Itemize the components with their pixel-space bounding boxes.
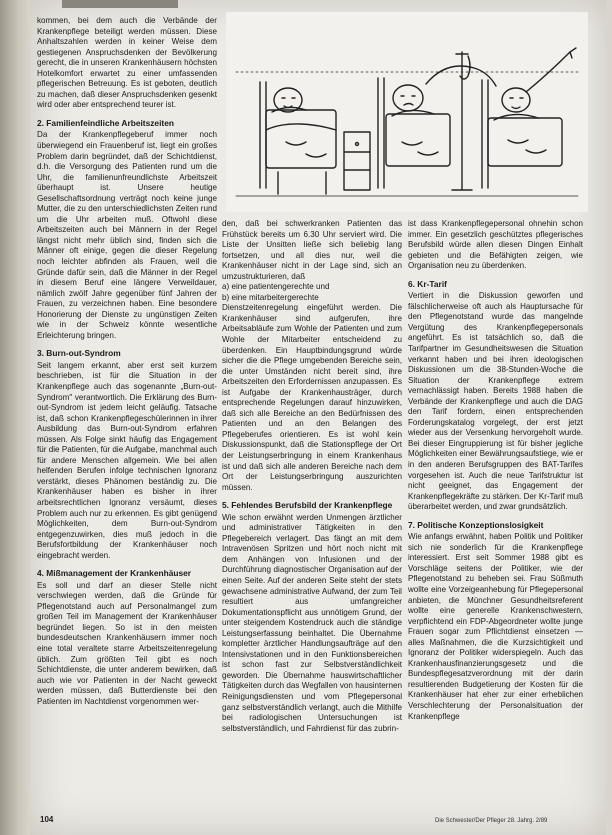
paragraph-section-7: Wie anfangs erwähnt, haben Politik und Politiker sich nie sonderlich für die Krankenpflege interessiert. Erst seit Sommer 1988 gibt es Vorschläge seitens der Politiker, wie der Pflegenotstand zu beheben sei. Frau Süßmuth wollte eine Vorzeigeanhebung für Pflegepersonal anbieten, die Münchner Gesundheitsreferent wollte eine generelle Krankenschwestern, verpflichtend ein FDP-Abgeordneter wollte junge Frauen sogar zum Pflichtdienst einsetzen — alles Maßnahmen, die die Kurzsichtigkeit und Ignoranz der Politiker widerspiegeln. Auch das Krankenhausfinanzierungsgesetz und die Bundespflegesatzverordnung mit der darin resultierenden Budgetierung der Kosten für die Krankenhäuser hat eher zur einer erheblichen Verschlechterung der Personalsituation der Krankenpflege: [408, 532, 583, 721]
paragraph-section-6: Vertiert in die Diskussion geworfen und fälschlicherweise oft auch als Hauptursache für den Pflegenotstand wurde das mangelnde Vergütung des Krankenpflegepersonals angeführt. Es ist tatsächlich so, daß die Tarifpartner im Gesundheitswesen die Situation verkannt haben und bei ihren ideologischen Diskussionen um die 38-Stunden-Woche die Situation der Krankenpflege extrem vernachlässigt haben. Bereits 1988 haben die Verbände der Krankenpflege und auch die DAG den Tarif fordern, einen entsprechenden Forderungskatalog vorgelegt, der erst jetzt wieder aus der Versenkung hervorgeholt wurde. Bei dieser Eingruppierung ist für bisher jegliche Möglichkeiten einer Bewährungsaufstiege, wie er in den anderen Berufsgruppen des BAT-Tarifes vorgesehen ist. Auch die neue Tarifstruktur ist nicht geeignet, das Engagement der Krankenpflegekräfte zu stärken. Der Kr-Tarif muß überarbeitet werden, und zwar grundsätzlich.: [408, 291, 583, 512]
heading-section-4: 4. Mißmanagement der Krankenhäuser: [37, 568, 192, 579]
paragraph-section-4: Es soll und darf an dieser Stelle nicht verschwiegen werden, daß die Gründe für Pflegenotstand auch auf Personalmangel zum großen Teil im Management der Krankenhäuser begründet liegen. So ist in den meisten bundesdeutschen Krankenhäusern immer noch eine total veraltete starre Arbeitszeitenregelung üblich. Zum größten Teil gibt es noch Schichtdienste, die unter anderem bewirken, daß auch wie vor Patienten in der Nacht geweckt werden müssen, daß Butterdienste bei den Patienten im Nachtdienst vorgenommen wer-: [37, 580, 217, 706]
journal-footer: Die Schwester/Der Pfleger 28. Jahrg. 2/89: [435, 818, 548, 824]
column-right: [408, 219, 583, 722]
paragraph-section-2: Da der Krankenpflegeberuf immer noch überwiegend ein Frauenberuf ist, liegt ein großes Problem darin begründet, daß der Schichtdienst, d.h. die Versorgung des Patienten rund um die Uhr, die familienunfreundlichste Arbeitszeit überhaupt ist. Unsere heutige Gesellschaftsordnung verträgt noch keine junge Mutter, die zu den unterschiedlichsten Zeiten rund um die Uhr arbeiten muß. Oftwohl diese Arbeitszeiten auch bei Männern in der Regel längst nicht mehr üblich sind, finden sich die Männer oft einige, gegen die dieser Regelung noch leichter abfinden als Frauen, weil die Gründe dafür sein, daß die Männer in der Regel in diesem Beruf eine längere Verweildauer, nämlich zwölf Jahre gegenüber fünf Jahren der Frauen, zu verzeichnen haben. Eine besondere Honorierung der Dienste zu ungünstigen Zeiten wie in der Schweiz könnte wesentliche Erleichterung bringen.: [37, 130, 217, 340]
cartoon-illustration: [226, 12, 588, 212]
paragraph-section-3: Seit langem erkannt, aber erst seit kurzem beschrieben, ist für die Situation in der Krankenpflege auch das sogenannte „Burn-out-Syndrom" verantwortlich. Die Erklärung des Burn-out-Syndrom ist jedem leicht geläufig. Tatsache ist, daß schon Krankenpflegeschülerinnen in ihrer Ausbildung das Burn-out-Syndrom erfahren müssen. Als Folge sinkt häufig das Engagement für die Patienten, für die Aufgabe, manchmal auch für andere Menschen allgemein. Wie bei allen helfenden Berufen infolge technischen Ignoranz verstärkt, dieses Phänomen beständig zu. Die Krankenhäuser haben es bisher in ihrer arbeitsrechtlichen Ignoranz versäumt, dieses Problem auch nur zu erkennen. Es gibt genügend Möglichkeiten, dem Burn-out-Syndrom entgegenzuwirken, dies muß jedoch in die Berufsfortbildung der Krankenhäuser noch eingebracht werden.: [37, 360, 217, 560]
column-middle: [222, 219, 402, 734]
paragraph-continued: den, daß bei schwerkranken Patienten das Frühstück bereits um 6.30 Uhr serviert wird. Die Liste der Unsitten ließe sich beliebig lang fortsetzen, und all dies nur, weil die Krankenhäuser nicht in der Lage sind, sich an umzustrukturieren, daß: [222, 219, 402, 281]
paragraph-intro: kommen, bei dem auch die Verbände der Krankenpflege beteiligt werden müssen. Diese Anhaltszahlen werden in keiner Weise dem gestiegenen Anspruchsdenken der Bevölkerung gerecht, die in unseren Krankenhäusern höchsten Hotelkomfort erwartet zu einer umfassenden pflegerischen Betreuung. Es ist geboten, deutlich zu machen, daß dieser Anspruchsdenken gesenkt wird oder aber entsprechend teurer ist.: [37, 16, 217, 110]
column-left: [37, 16, 217, 707]
heading-section-6: 6. Kr-Tarif: [408, 278, 447, 289]
paragraph-continued-right: ist dass Krankenpflegepersonal ohnehin schon immer. Ein gesetzlich geschütztes pflegerisches Berufsbild würde allen diesen Dingen Einhalt gebieten und die Befähigten zeigen, wie Organisation neu zu überdenken.: [408, 219, 583, 271]
paragraph-section-5: Wie schon erwähnt werden Unmengen ärztlicher und administrativer Tätigkeiten in den Pflegebereich verlagert. Das fängt an mit dem Intravenösen Spritzen und hört noch nicht mit dem Anhängen von Infusionen und der Durchführung diagnostischer Organisation auf der einen Seite. Auf der anderen Seite steht der stets gewachsene administrative Aufwand, der zum Teil resultiert aus umfangreicher Dokumentationspflicht aus unnötigem Grund, der unter steigendem Kostendruck auch die ständige Leistungserfassung beinhaltet. Die Übernahme kompletter ärztlicher Handlungsaufträge auf den Intensivstationen und in den Funktionsbereichen ist schon fast zur Selbstverständlichkeit geworden. Die Übernahme hauswirtschaftlicher Tätigkeiten durch das Wegfallen von hausinternen Reinigungsdiensten und vom Pflegepersonal ganz selbstverständlich verlangt, auch die Mithilfe bei radiologischen Untersuchungen ist selbstverständlich, und Fahrdienst für das zubrin-: [222, 512, 402, 733]
heading-section-3: 3. Burn-out-Syndrom: [37, 348, 121, 359]
section-header-tab: [62, 0, 178, 8]
list-item-a: a) eine patientengerechte und: [222, 282, 330, 292]
paragraph-dienstzeiten: Dienstzeitenregelung eingeführt werden. Die Krankenhäuser sind aufgerufen, ihre Arbeitsabläufe zum Wohle der Patienten und zum Wohle der Mitarbeiter entscheidend zu überdenken. Ein Hauptbindungsgrund würde sicher die die Pflege umgebenden Bereiche sein, die unter Umständen nicht bereit sind, ihre Arbeitszeiten den Erfordernissen anzupassen. Es ist Aufgabe der Krankenhausträger, durch entsprechende Regelungen darauf hinzuwirken, daß sich alle Bereiche an den Bedürfnissen des Patienten und an den Belangen des Pflegeberufes orientieren. Es ist wohl kein Diskussionspunkt, daß die Stationspflege der Ort der Leistungserbringung in einem Krankenhaus ist und daß sich alle anderen Bereiche nach dem Ort der Leistungserbringung auszurichten müssen.: [222, 303, 402, 492]
heading-section-7: 7. Politische Konzeptionslosigkeit: [408, 519, 544, 530]
page-number: 104: [40, 815, 54, 824]
heading-section-2: 2. Familienfeindliche Arbeitszeiten: [37, 117, 174, 128]
heading-section-5: 5. Fehlendes Berufsbild der Krankenpflege: [222, 500, 393, 511]
book-binding-shadow: [0, 0, 30, 835]
cartoon-hospital-beds-image: [226, 12, 588, 212]
list-item-b: b) eine mitarbeitergerechte: [222, 292, 319, 302]
